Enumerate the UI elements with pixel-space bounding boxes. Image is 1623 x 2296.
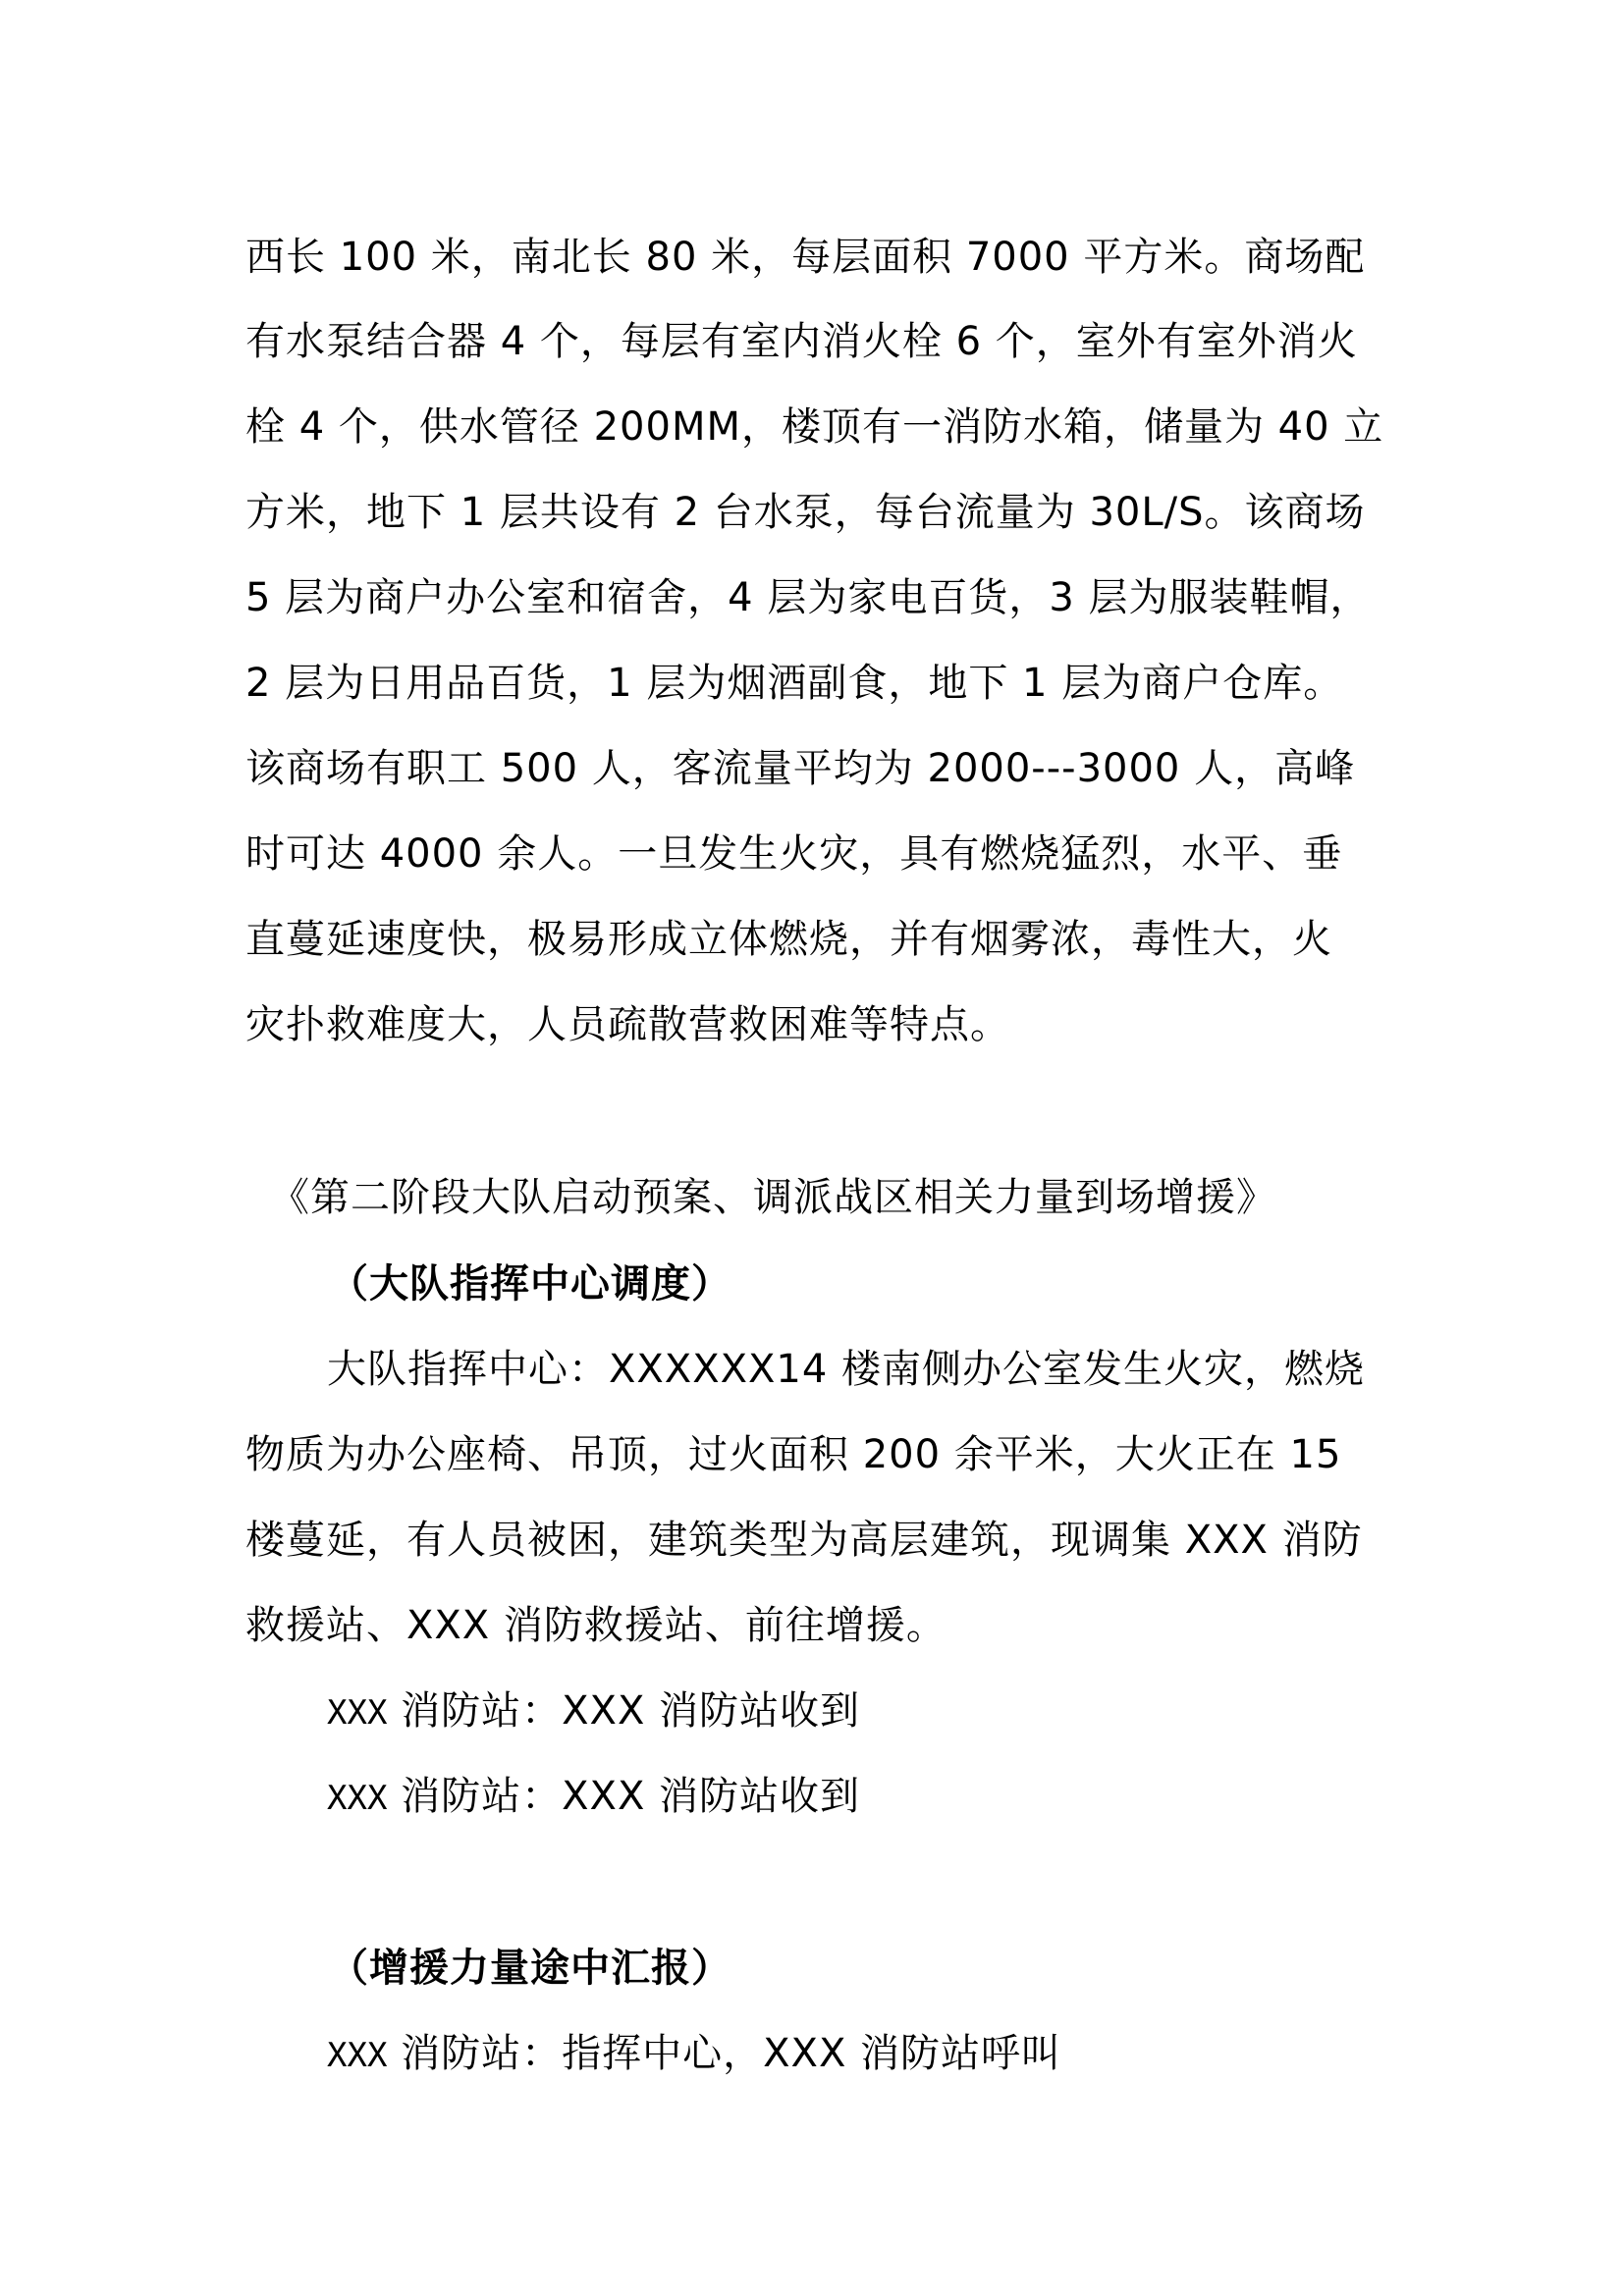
body-text-line: 方米，地下 1 层共设有 2 台水泵，每台流量为 30L/S。该商场 bbox=[245, 490, 1366, 535]
dispatch-text-line: 大队指挥中心：XXXXXX14 楼南侧办公室发生火灾，燃烧 bbox=[327, 1347, 1366, 1392]
stage-heading: 《第二阶段大队启动预案、调派战区相关力量到场增援》 bbox=[270, 1175, 1276, 1220]
body-text-line: 有水泵结合器 4 个，每层有室内消火栓 6 个，室外有室外消火 bbox=[245, 319, 1358, 364]
station-code: XXX bbox=[327, 2036, 388, 2075]
dispatch-text-line: 物质为办公座椅、吊顶，过火面积 200 余平米，大火正在 15 bbox=[245, 1432, 1342, 1477]
station-call bbox=[327, 2029, 1061, 2080]
station-reply bbox=[327, 1686, 860, 1737]
station-call-text: 消防站：指挥中心，XXX 消防站呼叫 bbox=[387, 2031, 1062, 2076]
body-text-line: 西长 100 米，南北长 80 米，每层面积 7000 平方米。商场配 bbox=[245, 235, 1366, 280]
body-text-line: 该商场有职工 500 人，客流量平均为 2000---3000 人，高峰 bbox=[245, 746, 1356, 791]
body-text-line: 直蔓延速度快，极易形成立体燃烧，并有烟雾浓，毒性大，火 bbox=[245, 917, 1332, 962]
body-text-line: 栓 4 个，供水管径 200MM，楼顶有一消防水箱，储量为 40 立 bbox=[245, 404, 1384, 450]
station-reply bbox=[327, 1772, 860, 1823]
station-reply-text: 消防站：XXX 消防站收到 bbox=[387, 1774, 861, 1819]
section-title-enroute-report: （增援力量途中汇报） bbox=[329, 1946, 731, 1991]
dispatch-text-line: 救援站、XXX 消防救援站、前往增援。 bbox=[245, 1603, 947, 1648]
station-code: XXX bbox=[327, 1693, 388, 1733]
body-text-line: 灾扑救难度大，人员疏散营救困难等特点。 bbox=[245, 1002, 1010, 1047]
station-reply-text: 消防站：XXX 消防站收到 bbox=[387, 1688, 861, 1734]
station-code: XXX bbox=[327, 1779, 388, 1818]
body-text-line: 时可达 4000 余人。一旦发生火灾，具有燃烧猛烈，水平、垂 bbox=[245, 831, 1343, 877]
body-text-line: 2 层为日用品百货，1 层为烟酒副食，地下 1 层为商户仓库。 bbox=[245, 661, 1344, 706]
body-text-line: 5 层为商户办公室和宿舍，4 层为家电百货，3 层为服装鞋帽， bbox=[245, 575, 1371, 620]
dispatch-text-line: 楼蔓延，有人员被困，建筑类型为高层建筑，现调集 XXX 消防 bbox=[245, 1518, 1363, 1563]
section-title-dispatch: （大队指挥中心调度） bbox=[329, 1261, 731, 1307]
